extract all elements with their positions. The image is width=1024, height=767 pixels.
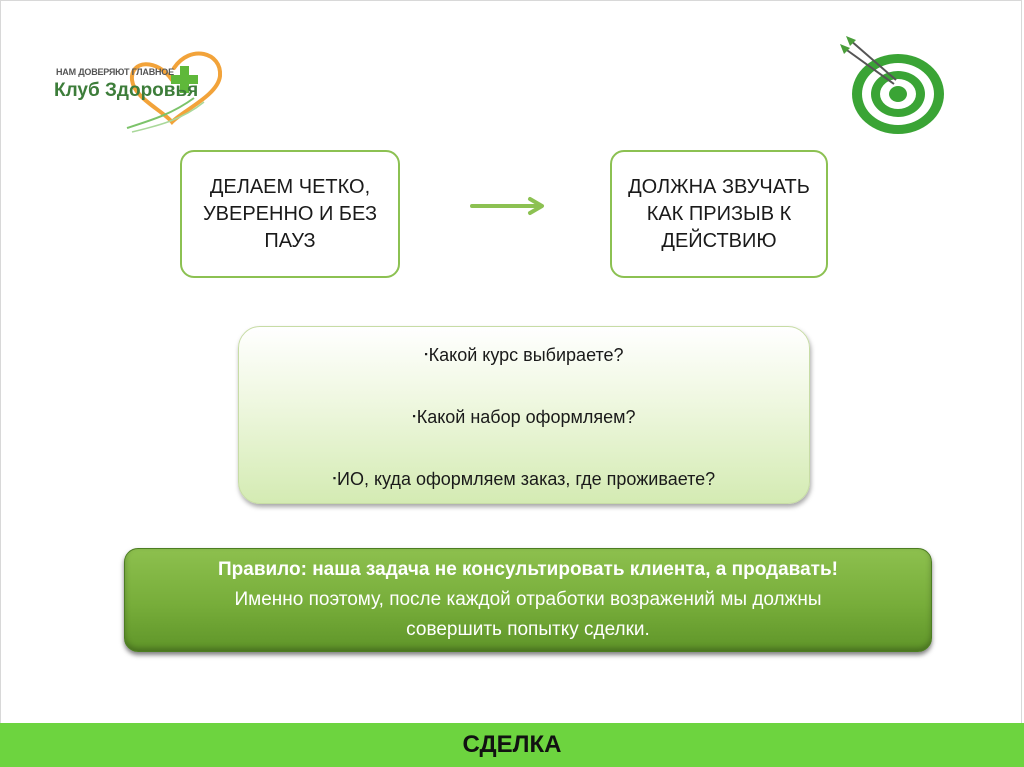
- rule-banner: [124, 548, 932, 652]
- rule-line: Именно поэтому, после каждой отработки возражений мы должны: [234, 589, 822, 610]
- right-instruction-text: ДОЛЖНА ЗВУЧАТЬ КАК ПРИЗЫВ К ДЕЙСТВИЮ: [628, 175, 810, 252]
- question-text: Какой курс выбираете?: [428, 345, 624, 365]
- question-item: [239, 407, 809, 428]
- left-instruction-text: ДЕЛАЕМ ЧЕТКО, УВЕРЕННО И БЕЗ ПАУЗ: [202, 175, 378, 252]
- question-item: [239, 469, 809, 490]
- rule-title: Правило: наша задача не консультировать клиента, а продавать!: [217, 559, 838, 580]
- questions-panel: [238, 326, 810, 504]
- arrow-right-icon: [470, 196, 546, 216]
- question-text: Какой набор оформляем?: [416, 407, 636, 427]
- logo-name: Клуб Здоровья: [54, 80, 199, 101]
- left-instruction-box: [180, 150, 400, 278]
- bullet-icon: ▪: [424, 349, 428, 359]
- right-instruction-box: [610, 150, 828, 278]
- footer-bar: [0, 723, 1024, 767]
- question-text: ИО, куда оформляем заказ, где проживаете?: [337, 469, 716, 489]
- logo-tagline: НАМ ДОВЕРЯЮТ ГЛАВНОЕ: [56, 67, 174, 77]
- target-icon: [836, 36, 948, 136]
- rule-line: совершить попытку сделки.: [406, 619, 650, 640]
- footer-title: СДЕЛКА: [462, 731, 562, 758]
- bullet-icon: ▪: [412, 411, 416, 421]
- bullet-icon: ▪: [332, 473, 337, 483]
- question-item: [239, 345, 809, 366]
- club-logo: [22, 40, 252, 135]
